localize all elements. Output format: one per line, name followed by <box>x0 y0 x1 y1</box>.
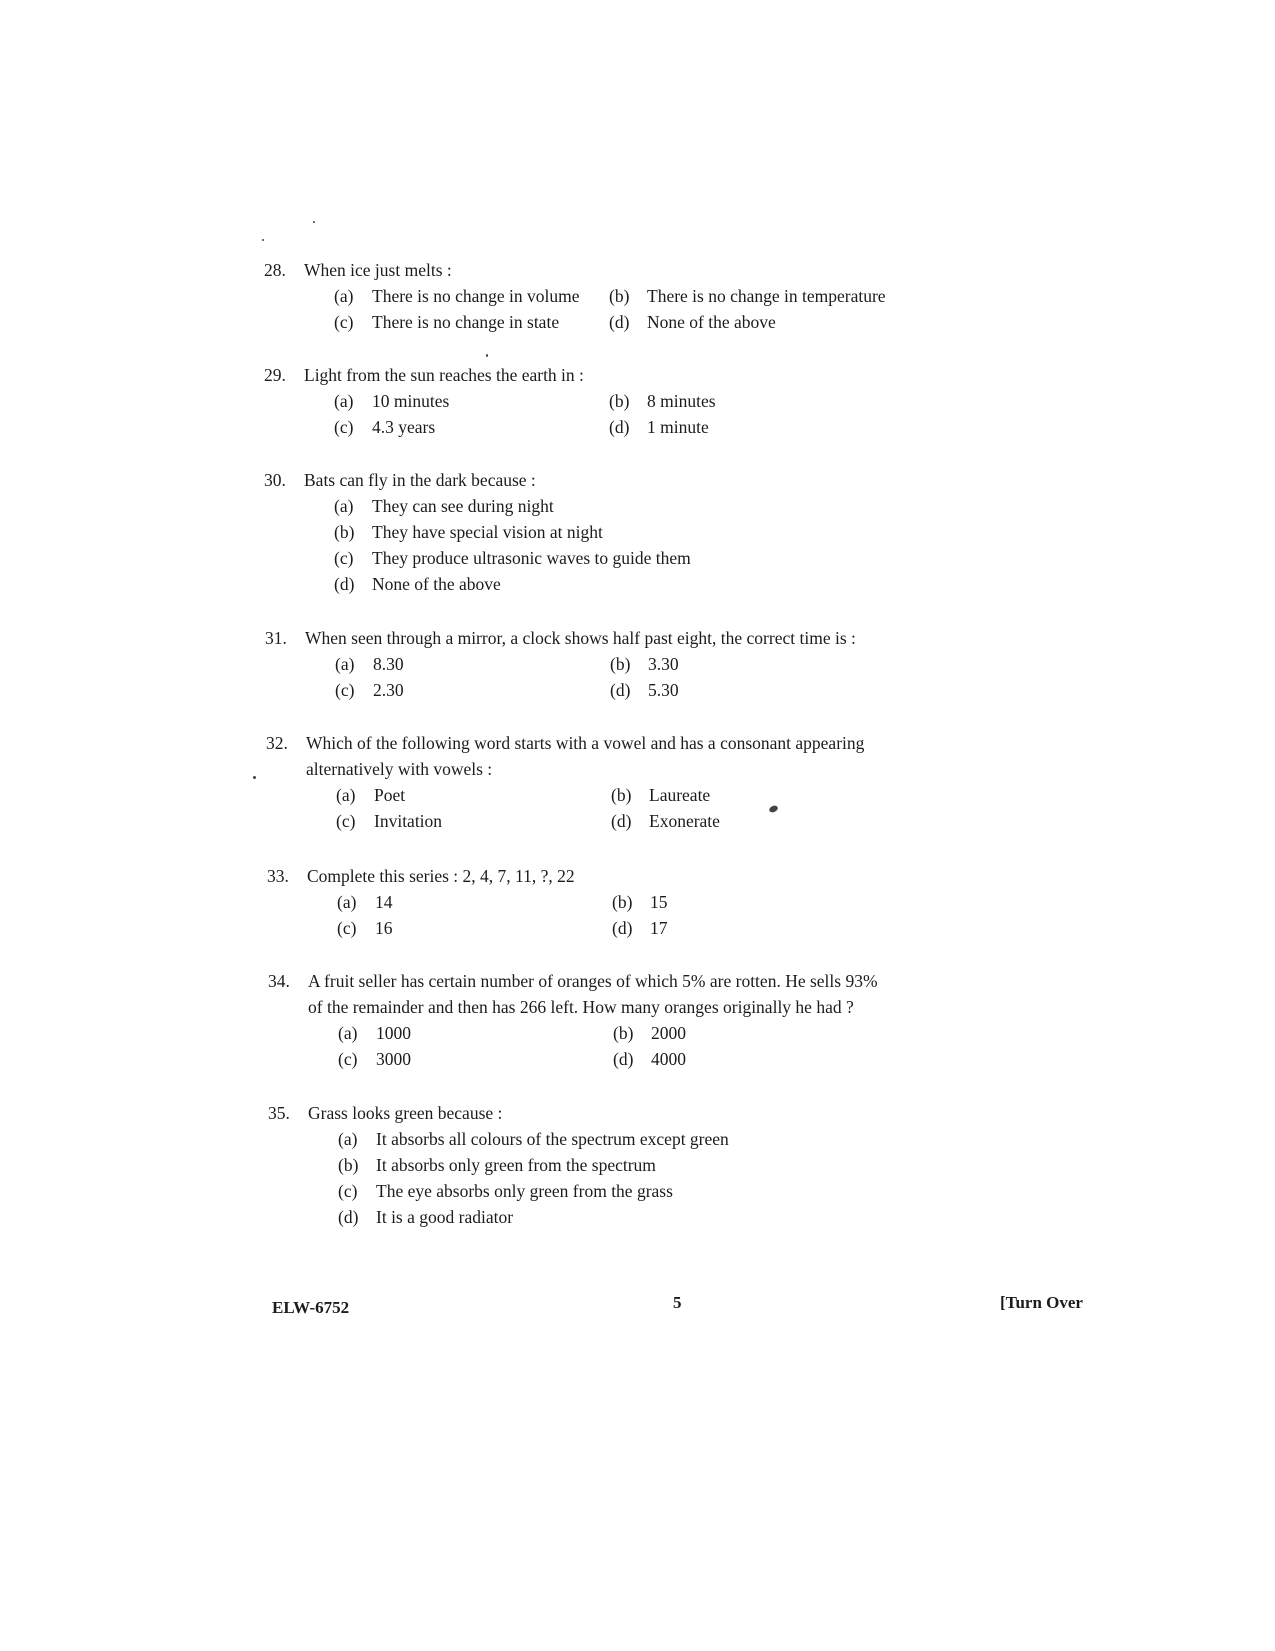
option-c <box>338 1046 613 1072</box>
option-d <box>609 309 889 335</box>
option-a <box>337 889 612 915</box>
option-label: (a) <box>338 1129 358 1149</box>
question-number: 30. <box>264 470 286 490</box>
option-b <box>609 388 889 414</box>
option-d <box>611 808 891 834</box>
option-label: (b) <box>334 522 355 542</box>
scan-speck <box>313 221 315 223</box>
question-30 <box>264 467 691 597</box>
option-label: (c) <box>334 417 354 437</box>
options-grid <box>335 651 890 703</box>
option-label: (c) <box>337 918 357 938</box>
option-a <box>334 388 609 414</box>
option-b <box>611 782 891 808</box>
option-text: 2.30 <box>373 680 404 700</box>
page-number: 5 <box>673 1293 682 1312</box>
option-label: (c) <box>334 548 354 568</box>
option-label: (b) <box>338 1155 359 1175</box>
question-29 <box>264 362 889 440</box>
question-text: Grass looks green because : <box>308 1103 503 1123</box>
option-a <box>335 651 610 677</box>
option-b <box>613 1020 893 1046</box>
option-text: 3.30 <box>648 654 679 674</box>
option-text: 5.30 <box>648 680 679 700</box>
option-label: (a) <box>334 496 354 516</box>
option-c <box>336 808 611 834</box>
option-label: (b) <box>609 391 630 411</box>
question-34 <box>268 968 893 1072</box>
paper-code: ELW-6752 <box>272 1298 350 1317</box>
option-text: The eye absorbs only green from the grass <box>376 1181 673 1201</box>
question-28 <box>264 257 889 335</box>
option-c <box>337 915 612 941</box>
option-text: Poet <box>374 785 406 805</box>
options-grid <box>334 283 889 335</box>
option-text: 1 minute <box>647 417 709 437</box>
option-text: 17 <box>650 918 668 938</box>
option-label: (b) <box>609 286 630 306</box>
option-label: (b) <box>611 785 632 805</box>
question-text: Light from the sun reaches the earth in : <box>304 365 584 385</box>
scan-speck <box>253 776 256 779</box>
option-label: (c) <box>338 1049 358 1069</box>
question-text: Which of the following word starts with a vowel and has a consonant appearing alternatively with vowels : <box>306 733 865 779</box>
option-b <box>612 889 892 915</box>
question-stem <box>268 1100 503 1126</box>
question-35 <box>268 1100 729 1230</box>
option-text: Exonerate <box>649 811 720 831</box>
options-grid <box>337 889 892 941</box>
question-stem <box>264 467 536 493</box>
option-text: There is no change in volume <box>372 286 580 306</box>
question-number: 31. <box>265 628 287 648</box>
option-label: (d) <box>609 312 630 332</box>
option-label: (c) <box>334 312 354 332</box>
question-31 <box>265 625 890 703</box>
option-text: None of the above <box>372 574 501 594</box>
option-text: 16 <box>375 918 393 938</box>
option-label: (c) <box>335 680 355 700</box>
option-text: It absorbs all colours of the spectrum except green <box>376 1129 729 1149</box>
question-text: When ice just melts : <box>304 260 452 280</box>
option-label: (a) <box>334 286 354 306</box>
option-c <box>334 414 609 440</box>
option-text: There is no change in state <box>372 312 560 332</box>
scan-speck <box>486 354 488 357</box>
option-text: It absorbs only green from the spectrum <box>376 1155 656 1175</box>
question-text: Bats can fly in the dark because : <box>304 470 536 490</box>
option-label: (a) <box>335 654 355 674</box>
option-text: None of the above <box>647 312 776 332</box>
option-text: 14 <box>375 892 393 912</box>
question-number: 32. <box>266 733 288 753</box>
question-stem <box>264 362 889 388</box>
scan-speck <box>262 239 264 241</box>
option-c <box>335 677 610 703</box>
option-label: (b) <box>612 892 633 912</box>
option-c <box>334 309 609 335</box>
option-d <box>613 1046 893 1072</box>
option-label: (d) <box>338 1207 359 1227</box>
question-stem <box>268 968 893 1020</box>
option-d <box>612 915 892 941</box>
option-label: (d) <box>610 680 631 700</box>
question-stem <box>266 730 891 782</box>
option-label: (c) <box>336 811 356 831</box>
option-text: It is a good radiator <box>376 1207 514 1227</box>
option-label: (a) <box>337 892 357 912</box>
option-label: (a) <box>338 1023 358 1043</box>
turn-over-note: [Turn Over <box>1000 1293 1083 1312</box>
option-b <box>609 283 889 309</box>
question-text: A fruit seller has certain number of oranges of which 5% are rotten. He sells 93% of the remainder and then has 266 left. How many oranges originally he had ? <box>308 971 878 1017</box>
option-b <box>610 651 890 677</box>
question-32 <box>266 730 891 834</box>
option-label: (b) <box>613 1023 634 1043</box>
options-grid <box>338 1020 893 1072</box>
question-number: 35. <box>268 1103 290 1123</box>
question-number: 34. <box>268 971 290 991</box>
question-33 <box>267 863 892 941</box>
option-label: (a) <box>336 785 356 805</box>
option-text: There is no change in temperature <box>647 286 886 306</box>
option-text: 1000 <box>376 1023 411 1043</box>
option-text: They produce ultrasonic waves to guide them <box>372 548 691 568</box>
option-label: (d) <box>611 811 632 831</box>
options-grid <box>334 388 889 440</box>
option-label: (b) <box>610 654 631 674</box>
option-text: 2000 <box>651 1023 686 1043</box>
option-text: They have special vision at night <box>372 522 603 542</box>
question-stem <box>264 257 889 283</box>
option-label: (d) <box>609 417 630 437</box>
option-label: (d) <box>613 1049 634 1069</box>
option-text: Laureate <box>649 785 711 805</box>
option-a <box>336 782 611 808</box>
option-label: (c) <box>338 1181 358 1201</box>
question-text: Complete this series : 2, 4, 7, 11, ?, 22 <box>307 866 575 886</box>
option-text: Invitation <box>374 811 443 831</box>
question-number: 28. <box>264 260 286 280</box>
option-d <box>610 677 890 703</box>
option-label: (a) <box>334 391 354 411</box>
option-a <box>338 1020 613 1046</box>
question-text: When seen through a mirror, a clock shows half past eight, the correct time is : <box>305 628 856 648</box>
options-grid <box>336 782 891 834</box>
option-text: 4.3 years <box>372 417 436 437</box>
option-text: 10 minutes <box>372 391 450 411</box>
question-stem <box>265 625 890 651</box>
option-label: (d) <box>334 574 355 594</box>
option-a <box>334 283 609 309</box>
question-number: 29. <box>264 365 286 385</box>
option-label: (d) <box>612 918 633 938</box>
option-d <box>609 414 889 440</box>
option-text: 8 minutes <box>647 391 716 411</box>
question-stem <box>267 863 892 889</box>
option-text: 8.30 <box>373 654 404 674</box>
question-number: 33. <box>267 866 289 886</box>
option-text: 4000 <box>651 1049 686 1069</box>
option-text: 3000 <box>376 1049 411 1069</box>
option-text: They can see during night <box>372 496 554 516</box>
option-text: 15 <box>650 892 668 912</box>
